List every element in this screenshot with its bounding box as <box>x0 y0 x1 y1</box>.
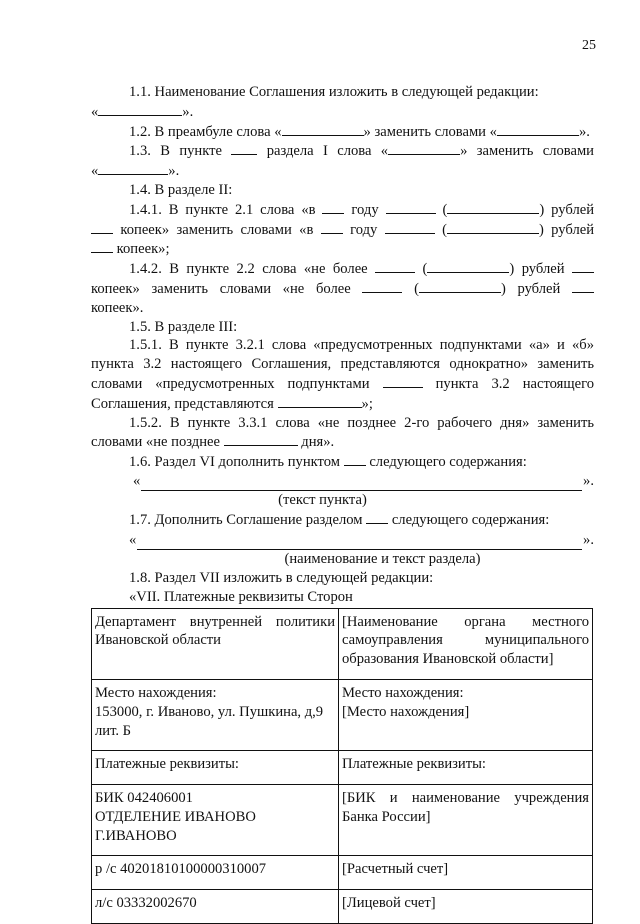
cell-line: л/с 03332002670 <box>95 895 197 912</box>
blank-field <box>375 259 415 273</box>
item-1-2-text: 1.2. В преамбуле слова « <box>129 123 282 140</box>
table-cell-right <box>339 856 593 890</box>
item-1-4-2-text: ( <box>422 261 428 278</box>
quote-open: « <box>133 472 141 489</box>
blank-field <box>282 122 364 136</box>
item-1-5-1-cont: пункта 3.2 настоящего Соглашения, представляются однократно» заменить <box>91 356 594 373</box>
cell-line: Платежные реквизиты: <box>342 756 486 773</box>
blank-field <box>98 102 182 116</box>
cell-line: ОТДЕЛЕНИЕ ИВАНОВО <box>95 808 256 825</box>
blank-field <box>224 432 298 446</box>
item-1-5-2: 1.5.2. В пункте 3.3.1 слова «не позднее 2-го рабочего дня» заменить <box>129 414 594 431</box>
quote-close: ». <box>583 472 594 489</box>
item-1-1-cont <box>91 102 594 122</box>
item-1-3-text: » заменить словами <box>460 143 594 160</box>
item-1-4-1-text: ( <box>442 201 448 218</box>
requisites-table <box>91 608 593 924</box>
item-1-4-1-text: ( <box>442 221 447 238</box>
blank-field <box>91 220 113 234</box>
item-1-3-cont <box>91 161 594 181</box>
cell-line: Департамент внутренней политики Ивановской области <box>95 613 335 649</box>
item-1-4-1-text: копеек» заменить словами «в <box>120 221 314 238</box>
item-1-2-text: ». <box>578 123 590 140</box>
item-1-4-1 <box>91 200 594 220</box>
item-1-4-1-text: году <box>350 221 378 238</box>
item-1-7-line <box>91 531 594 550</box>
cell-line: [Наименование органа местного самоуправления муниципального образования Ивановской области] <box>342 613 589 668</box>
item-1-8: 1.8. Раздел VII изложить в следующей редакции: <box>129 569 434 586</box>
cell-line: 153000, г. Иваново, ул. Пушкина, д,9 лит. Б <box>95 703 324 739</box>
quote-open: « <box>129 532 137 549</box>
table-row <box>92 679 593 750</box>
table-row <box>92 785 593 856</box>
item-1-5-1-end <box>91 394 594 414</box>
item-1-5-1-cont2 <box>91 374 594 394</box>
item-1-4-2-text: ) рублей <box>509 261 565 278</box>
section-title: «VII. Платежные реквизиты Сторон <box>129 588 353 605</box>
item-1-4-1-text: ) рублей <box>539 201 595 218</box>
item-1-7-text: 1.7. Дополнить Соглашение разделом <box>129 511 363 528</box>
item-1-5-1-text: словами «предусмотренных подпунктами <box>91 375 370 392</box>
cell-line: Платежные реквизиты: <box>95 756 239 773</box>
blank-field <box>419 279 501 293</box>
blank-field <box>344 452 366 466</box>
blank-field <box>231 141 257 155</box>
document-body <box>91 83 594 924</box>
blank-field <box>366 510 388 524</box>
blank-field <box>91 239 113 253</box>
quote-close: ». <box>583 532 594 549</box>
blank-field <box>447 220 539 234</box>
blank-field <box>98 161 168 175</box>
item-1-4-1-text: копеек»; <box>116 241 170 258</box>
table-row <box>92 608 593 679</box>
item-1-4-2-cont <box>91 279 594 299</box>
item-1-5-1-text: Соглашения, представляются <box>91 395 274 412</box>
item-1-1 <box>91 83 594 102</box>
blank-field <box>322 200 344 214</box>
table-cell-left <box>92 856 339 890</box>
table-cell-left <box>92 890 339 924</box>
item-1-3-text: 1.3. В пункте <box>129 143 222 160</box>
item-1-7-text: следующего содержания: <box>391 511 550 528</box>
item-1-4: 1.4. В разделе II: <box>129 181 233 198</box>
item-1-6-caption: (текст пункта) <box>278 491 367 508</box>
item-1-1-text: 1.1. Наименование Соглашения изложить в следующей редакции: <box>129 84 539 100</box>
cell-line: Место нахождения: <box>342 684 464 701</box>
item-1-4-2-text: 1.4.2. В пункте 2.2 слова «не более <box>129 261 368 278</box>
quote-close: ». <box>182 103 194 120</box>
item-1-7 <box>91 510 594 530</box>
cell-line: [Место нахождения] <box>342 703 470 720</box>
item-1-2 <box>91 122 594 142</box>
blank-field <box>362 279 402 293</box>
page-number: 25 <box>582 38 596 53</box>
cell-line: БИК 042406001 <box>95 790 193 807</box>
table-cell-left <box>92 679 339 750</box>
cell-line: [Лицевой счет] <box>342 895 436 912</box>
item-1-4-1-end <box>91 239 594 259</box>
item-1-4-1-cont <box>91 220 594 240</box>
table-row <box>92 751 593 785</box>
item-1-4-2-end: копеек». <box>91 299 144 316</box>
item-1-6-line <box>91 472 594 491</box>
quote-open: « <box>91 103 99 120</box>
table-cell-right <box>339 608 593 679</box>
blank-field <box>447 200 539 214</box>
item-1-4-1-text: году <box>351 201 379 218</box>
cell-line: [Расчетный счет] <box>342 861 449 878</box>
quote-close: ». <box>168 163 180 180</box>
table-cell-left <box>92 608 339 679</box>
table-cell-right <box>339 890 593 924</box>
table-row <box>92 890 593 924</box>
blank-field <box>388 141 460 155</box>
item-1-6-text: 1.6. Раздел VI дополнить пунктом <box>129 454 340 471</box>
table-cell-right <box>339 785 593 856</box>
table-cell-right <box>339 679 593 750</box>
blank-field <box>386 200 436 214</box>
blank-line <box>137 535 582 550</box>
quote-open: « <box>91 163 99 180</box>
cell-line: Место нахождения: <box>95 684 217 701</box>
item-1-5-1-text: »; <box>361 395 373 412</box>
blank-line <box>141 476 582 491</box>
blank-field <box>497 122 579 136</box>
item-1-3-text: раздела I слова « <box>266 143 389 160</box>
item-1-6 <box>91 452 594 472</box>
item-1-5-2-text: дня». <box>301 434 335 451</box>
table-cell-right <box>339 751 593 785</box>
item-1-2-text: » заменить словами « <box>363 123 497 140</box>
item-1-3 <box>91 141 594 161</box>
blank-field <box>427 259 509 273</box>
item-1-4-2-text: копеек» заменить словами «не более <box>91 280 351 297</box>
blank-field <box>278 394 362 408</box>
item-1-6-text: следующего содержания: <box>369 454 527 471</box>
table-row <box>92 856 593 890</box>
item-1-5: 1.5. В разделе III: <box>129 318 238 335</box>
cell-line: Г.ИВАНОВО <box>95 827 177 844</box>
cell-line: р /с 40201810100000310007 <box>95 861 267 878</box>
blank-field <box>385 220 435 234</box>
blank-field <box>572 259 594 273</box>
item-1-5-2-cont <box>91 432 594 452</box>
item-1-4-2 <box>91 259 594 279</box>
item-1-5-1: 1.5.1. В пункте 3.2.1 слова «предусмотренных подпунктами «а» и «б» <box>129 337 594 354</box>
item-1-4-1-text: 1.4.1. В пункте 2.1 слова «в <box>129 201 316 218</box>
item-1-4-1-text: ) рублей <box>538 221 595 238</box>
item-1-5-2-text: словами «не позднее <box>91 434 220 451</box>
item-1-4-2-text: ( <box>414 280 419 297</box>
cell-line: [БИК и наименование учреждения Банка России] <box>342 790 589 825</box>
table-cell-left <box>92 785 339 856</box>
item-1-5-1-text: пункта 3.2 настоящего <box>435 375 595 392</box>
blank-field <box>572 279 594 293</box>
item-1-7-caption: (наименование и текст раздела) <box>284 551 481 568</box>
table-cell-left <box>92 751 339 785</box>
blank-field <box>383 374 423 388</box>
blank-field <box>321 220 343 234</box>
item-1-4-2-text: ) рублей <box>500 280 561 297</box>
